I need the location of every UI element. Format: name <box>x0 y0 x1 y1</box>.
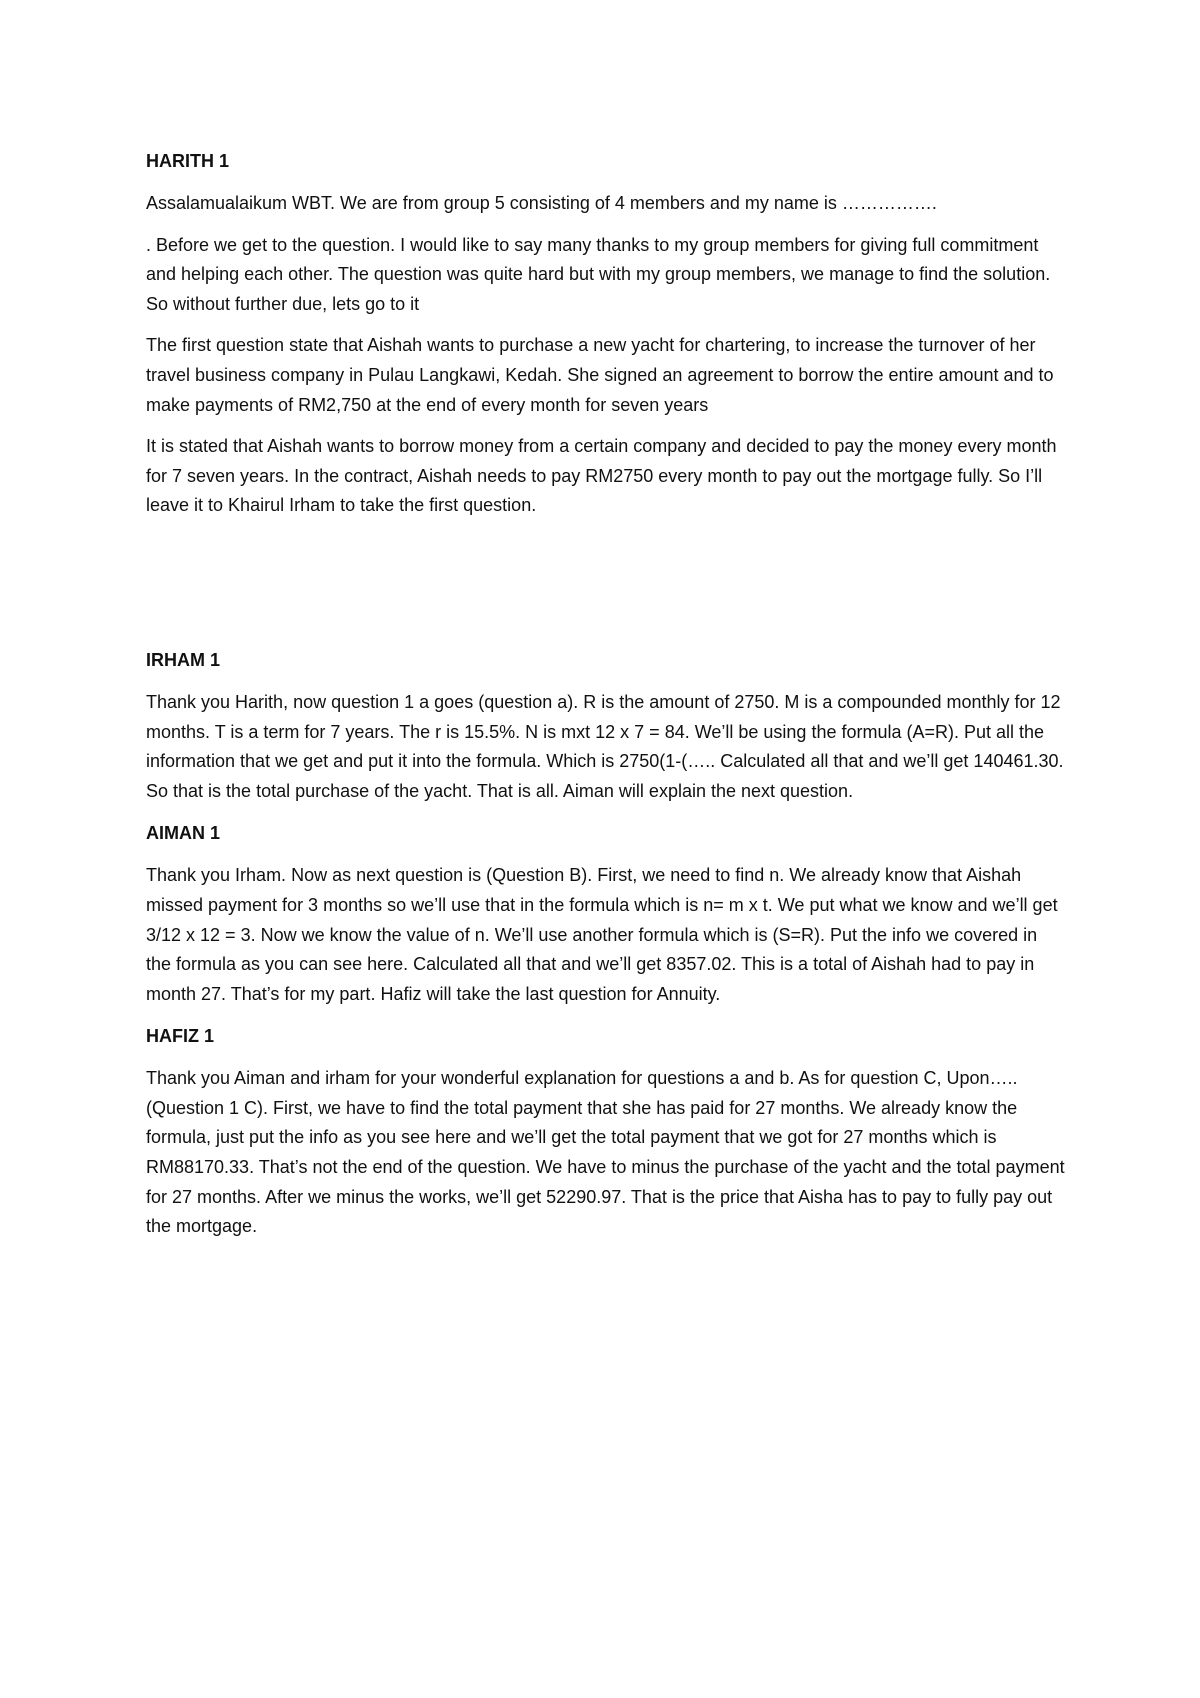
paragraph-question-a: Thank you Harith, now question 1 a goes (question a). R is the amount of 2750. M is a compounded monthly for 12 months. T is a term for 7 years. The r is 15.5%. N is mxt 12 x 7 = 84. We’ll be using the formula (A=R). Put all the information that we get and put it into the formula. Which is 2750(1-(….. Calculated all that and we’ll get 140461.30. So that is the total purchase of the yacht. That is all. Aiman will explain the next question. <box>146 691 1064 801</box>
blank-space <box>146 533 1066 645</box>
document-body <box>146 146 1066 1254</box>
paragraph-greeting: Assalamualaikum WBT. We are from group 5 consisting of 4 members and my name is ……………. <box>146 193 937 213</box>
section-heading-aiman: AIMAN 1 <box>146 823 221 844</box>
paragraph-thanks: . Before we get to the question. I would like to say many thanks to my group members for giving full commitment and helping each other. The question was quite hard but with my group members, we manage to find the solution. So without further due, lets go to it <box>146 234 1051 314</box>
paragraph-question-c: Thank you Aiman and irham for your wonderful explanation for questions a and b. As for question C, Upon…..(Question 1 C). First, we have to find the total payment that she has paid for 27 months. We already know the formula, just put the info as you see here and we’ll get the total payment that we got for 27 months which is RM88170.33. That’s not the end of the question. We have to minus the purchase of the yacht and the total payment for 27 months. After we minus the works, we’ll get 52290.97. That is the price that Aisha has to pay to fully pay out the mortgage. <box>146 1068 1065 1237</box>
paragraph-explanation: It is stated that Aishah wants to borrow money from a certain company and decided to pay the money every month for 7 seven years. In the contract, Aishah needs to pay RM2750 every month to pay out the mortgage fully. So I’ll leave it to Khairul Irham to take the first question. <box>146 436 1057 516</box>
section-heading-irham: IRHAM 1 <box>146 649 221 670</box>
section-heading-harith: HARITH 1 <box>146 151 230 171</box>
paragraph-question-statement: The first question state that Aishah wants to purchase a new yacht for chartering, to increase the turnover of her travel business company in Pulau Langkawi, Kedah. She signed an agreement to borrow the entire amount and to make payments of RM2,750 at the end of every month for seven years <box>146 335 1054 415</box>
paragraph-question-b: Thank you Irham. Now as next question is (Question B). First, we need to find n. We already know that Aishah missed payment for 3 months so we’ll use that in the formula which is n= m x t. We put what we know and we’ll get 3/12 x 12 = 3. Now we know the value of n. We’ll use another formula which is (S=R). Put the info we covered in the formula as you can see here. Calculated all that and we’ll get 8357.02. This is a total of Aishah had to pay in month 27. That’s for my part. Hafiz will take the last question for Annuity. <box>146 865 1058 1004</box>
section-heading-hafiz: HAFIZ 1 <box>146 1026 215 1047</box>
